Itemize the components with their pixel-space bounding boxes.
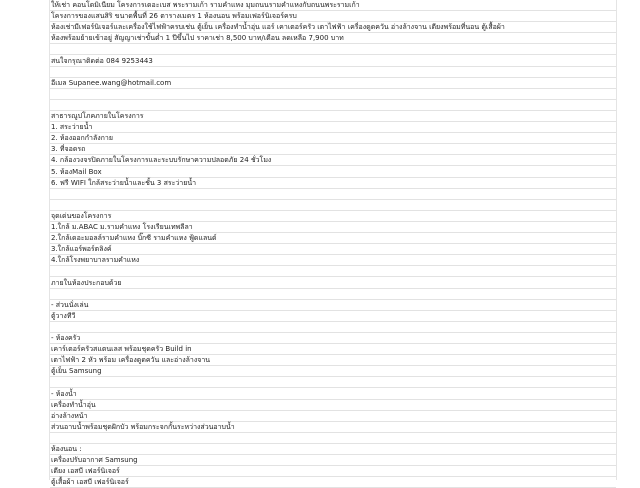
text-line: โครงการของแสนสิริ ขนาดพื้นที่ 26 ตารางเมตร 1 ห้องนอน พร้อมเฟอร์นิเจอร์ครบ: [50, 11, 616, 22]
text-line: 3. ที่จอดรถ: [50, 144, 616, 155]
text-line: เคาร์เตอร์ครัวสแตนเลส พร้อมชุดครัว Build in: [50, 344, 616, 355]
right-rule: [616, 0, 617, 480]
text-line: [50, 67, 616, 78]
text-line: [50, 89, 616, 100]
text-line: 2.ใกล้เดอะมอลล์รามคำแหง บิ๊กซี รามคำแหง ฟู้ดแลนด์: [50, 233, 616, 244]
text-line: - ห้องครัว: [50, 333, 616, 344]
text-line: [50, 322, 616, 333]
text-line: เตาไฟฟ้า 2 หัว พร้อม เครื่องดูดควัน และอ่างล้างจาน: [50, 355, 616, 366]
text-line: เครื่องทำน้ำอุ่น: [50, 400, 616, 411]
text-line: เครื่องปรับอากาศ Samsung: [50, 455, 616, 466]
text-line: 1.ใกล้ ม.ABAC ม.รามคำแหง โรงเรียนเทพลีลา: [50, 222, 616, 233]
text-line: [50, 266, 616, 277]
text-line: 3.ใกล้แอร์พอร์ตลิงค์: [50, 244, 616, 255]
text-line: [50, 433, 616, 444]
text-line: สนใจกรุณาติดต่อ 084 9253443: [50, 56, 616, 67]
text-line: [50, 189, 616, 200]
text-line: [50, 44, 616, 55]
text-line: - ส่วนนั่งเล่น: [50, 300, 616, 311]
text-line: ห้องนอน :: [50, 444, 616, 455]
text-line: [50, 100, 616, 111]
text-line: อ่างล้างหน้า: [50, 411, 616, 422]
text-line: [50, 289, 616, 300]
text-line: ห้องพร้อมย้ายเข้าอยู่ สัญญาเช่าขั้นต่ำ 1 ปีขึ้นไป ราคาเช่า 8,500 บาท/เดือน ลดเหลือ 7,900 บาท: [50, 33, 616, 44]
text-line: ตู้วางทีวี: [50, 311, 616, 322]
text-line: 2. ห้องออกกำลังกาย: [50, 133, 616, 144]
text-line: สาธารณูปโภคภายในโครงการ: [50, 111, 616, 122]
text-line: อีเมล Supanee.wang@hotmail.com: [50, 78, 616, 89]
text-line: 4. กล้องวงจรปิดภายในโครงการและระบบรักษาความปลอดภัย 24 ชั่วโมง: [50, 155, 616, 166]
text-line: 1. สระว่ายน้ำ: [50, 122, 616, 133]
text-line: ตู้เย็น Samsung: [50, 366, 616, 377]
text-line: ตู้เสื้อผ้า เอสบี เฟอร์นิเจอร์: [50, 477, 616, 488]
text-line: ภายในห้องประกอบด้วย: [50, 278, 616, 289]
text-line: จุดเด่นของโครงการ: [50, 211, 616, 222]
text-line: - ห้องน้ำ: [50, 389, 616, 400]
text-line: 4.ใกล้โรงพยาบาลรามคำแหง: [50, 255, 616, 266]
text-line: ส่วนอาบน้ำพร้อมชุดฝักบัว พร้อมกระจกกั้นระหว่างส่วนอาบน้ำ: [50, 422, 616, 433]
text-line: [50, 200, 616, 211]
text-line: [50, 377, 616, 388]
text-line: เตียง เอสบี เฟอร์นิเจอร์: [50, 466, 616, 477]
text-line: ห้องเช่ามีเฟอร์นิเจอร์และเครื่องใช้ไฟฟ้าครบเช่น ตู้เย็น เครื่องทำน้ำอุ่น แอร์ เคาเตอร์ครัว เตาไฟฟ้า เครื่องดูดควัน อ่างล้างจาน เตียงพร้อมที่นอน ตู้เสื้อผ้า: [50, 22, 616, 33]
text-line: 5. ห้องMail Box: [50, 167, 616, 178]
text-line: ให้เช่า คอนโดมิเนียม โครงการเดอะเบส พระรามเก้า รามคำแหง มุมถนนรามคำแหงกับถนนพระรามเก้า: [50, 0, 616, 11]
text-line: 6. ฟรี WIFI ใกล้สระว่ายน้ำและชั้น 3 สระว่ายน้ำ: [50, 178, 616, 189]
